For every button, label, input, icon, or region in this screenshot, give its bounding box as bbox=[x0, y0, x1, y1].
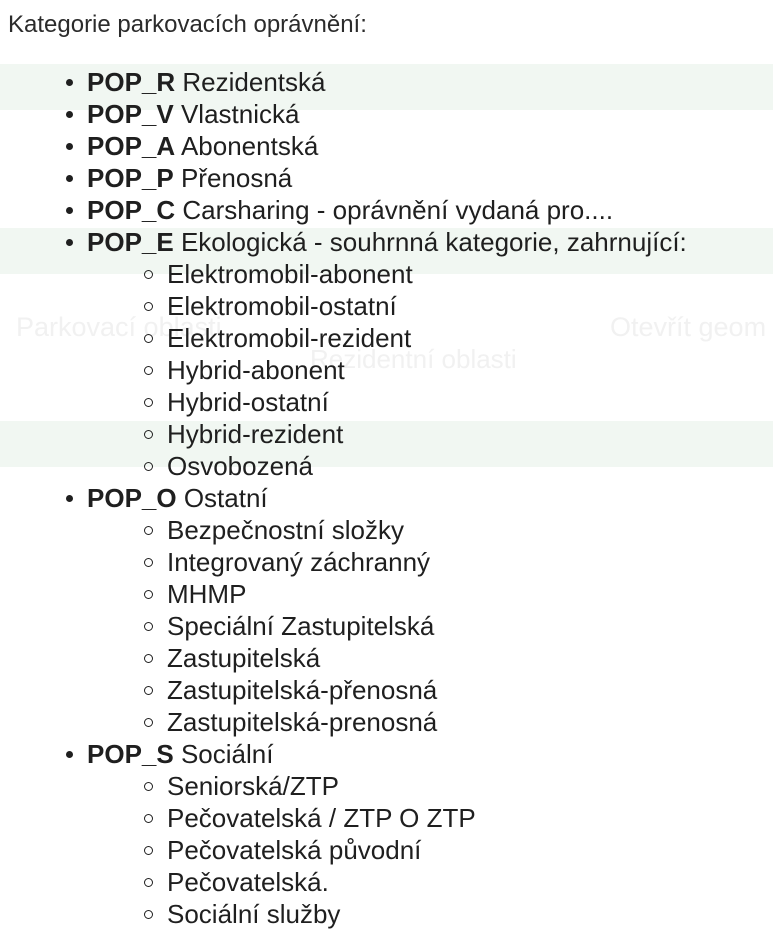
subcategory-item: Osvobozená bbox=[142, 450, 773, 482]
subcategory-item: Pečovatelská původní bbox=[142, 834, 773, 866]
category-code: POP_A bbox=[87, 131, 176, 161]
category-code: POP_P bbox=[87, 163, 174, 193]
subcategory-item: Speciální Zastupitelská bbox=[142, 610, 773, 642]
subcategory-item: Elektromobil-ostatní bbox=[142, 290, 773, 322]
category-label: Ekologická - souhrnná kategorie, zahrnující: bbox=[180, 227, 687, 257]
category-code: POP_V bbox=[87, 99, 174, 129]
category-code: POP_O bbox=[87, 483, 177, 513]
category-label: Carsharing - oprávnění vydaná pro.... bbox=[182, 195, 614, 225]
subcategory-item: Bezpečnostní složky bbox=[142, 514, 773, 546]
category-item bbox=[62, 482, 773, 738]
subcategory-item: Hybrid-abonent bbox=[142, 354, 773, 386]
category-code: POP_C bbox=[87, 195, 176, 225]
category-label: Rezidentská bbox=[182, 67, 326, 97]
subcategory-item: Zastupitelská-přenosná bbox=[142, 674, 773, 706]
subcategory-item: Pečovatelská. bbox=[142, 866, 773, 898]
subcategory-item: Seniorská/ZTP bbox=[142, 770, 773, 802]
category-label: Ostatní bbox=[183, 483, 268, 513]
subcategory-item: Pečovatelská / ZTP O ZTP bbox=[142, 802, 773, 834]
subcategory-item: MHMP bbox=[142, 578, 773, 610]
category-label: Vlastnická bbox=[180, 99, 300, 129]
background-open-geometry-label: Otevřít geom bbox=[610, 312, 767, 342]
category-code: POP_R bbox=[87, 67, 176, 97]
category-code: POP_E bbox=[87, 227, 174, 257]
category-item bbox=[62, 98, 773, 130]
category-item bbox=[62, 162, 773, 194]
subcategory-item: Zastupitelská bbox=[142, 642, 773, 674]
subcategory-item: Zastupitelská-prenosná bbox=[142, 706, 773, 738]
category-label: Přenosná bbox=[180, 163, 293, 193]
subcategory-item: Sociální služby bbox=[142, 898, 773, 930]
category-label: Abonentská bbox=[180, 131, 319, 161]
background-parking-area-label: Parkovací oblasti bbox=[16, 312, 222, 342]
category-item bbox=[62, 66, 773, 98]
subcategory-item: Hybrid-ostatní bbox=[142, 386, 773, 418]
subcategory-list bbox=[87, 514, 773, 738]
subcategory-list bbox=[87, 770, 773, 930]
category-list bbox=[8, 66, 773, 930]
subcategory-list bbox=[87, 258, 773, 482]
category-label: Sociální bbox=[180, 739, 274, 769]
subcategory-item: Integrovaný záchranný bbox=[142, 546, 773, 578]
category-item bbox=[62, 194, 773, 226]
subcategory-item: Elektromobil-abonent bbox=[142, 258, 773, 290]
category-item bbox=[62, 130, 773, 162]
subcategory-item: Elektromobil-rezident bbox=[142, 322, 773, 354]
category-item bbox=[62, 226, 773, 482]
background-resident-area-label: Rezidentní oblasti bbox=[310, 344, 517, 374]
subcategory-item: Hybrid-rezident bbox=[142, 418, 773, 450]
panel-heading: Kategorie parkovacích oprávnění: bbox=[8, 11, 367, 38]
category-item bbox=[62, 738, 773, 930]
category-code: POP_S bbox=[87, 739, 174, 769]
